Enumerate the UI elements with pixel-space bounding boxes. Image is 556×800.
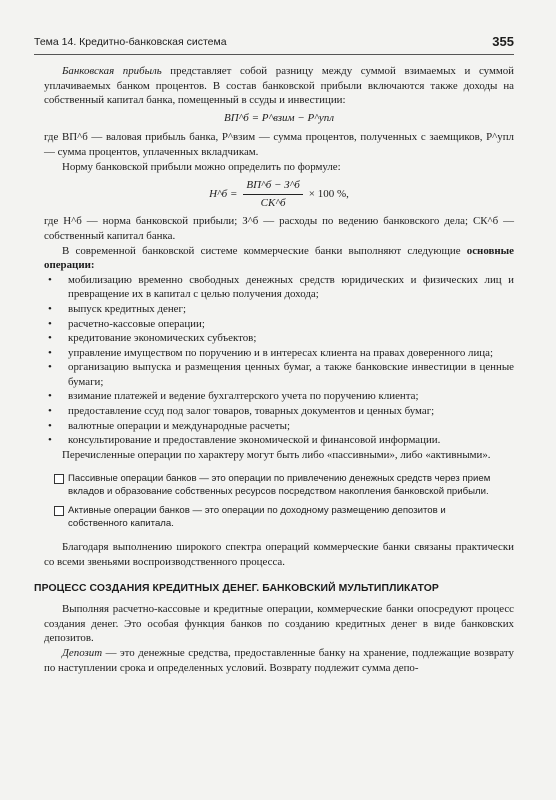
formula-profit-rate xyxy=(44,178,514,210)
bullet-icon: • xyxy=(48,434,52,447)
header-rule xyxy=(34,54,514,55)
checkbox-square-icon xyxy=(54,474,64,484)
paragraph-operations-spectrum: Благодаря выполнению широкого спектра операций коммерческие банки связаны практически со всеми звеньями воспроизводственного процесса. xyxy=(44,541,514,569)
term-deposit: Депозит xyxy=(62,647,103,659)
paragraph-credit-money: Выполняя расчетно-кассовые и кредитные операции, коммерческие банки опосредуют процесс создания денег. Это особая функция банков по созданию кредитных денег в виде банковских депозитов. xyxy=(44,603,514,645)
bullet-icon: • xyxy=(48,405,52,418)
list-item-text: кредитование экономических субъектов; xyxy=(68,332,257,345)
paragraph-rate-legend: где Н^б — норма банковской прибыли; З^б — расходы по ведению банковского дела; СК^б — собственный капитал банка. xyxy=(44,215,514,242)
list-item xyxy=(44,419,514,434)
definition-text: Пассивные операции банков — это операции по привлечению денежных средств через прием вкладов и образование собственных ресурсов посредством накопления банковской прибыли. xyxy=(68,473,491,498)
paragraph-deposit xyxy=(44,646,514,675)
list-item-text: валютные операции и международные расчеты; xyxy=(68,419,290,432)
definitions-block xyxy=(44,472,514,530)
list-item xyxy=(44,389,514,404)
section-heading: ПРОЦЕСС СОЗДАНИЯ КРЕДИТНЫХ ДЕНЕГ. БАНКОВСКИЙ МУЛЬТИПЛИКАТОР xyxy=(34,582,439,594)
list-item-text: организацию выпуска и размещения ценных бумаг, а также банковские инвестиции в ценные бумаги; xyxy=(68,361,514,388)
formula-text: ВП^б = P^взим − P^упл xyxy=(223,111,335,124)
formula-lhs: Н^б = xyxy=(209,187,238,200)
formula-numerator: ВП^б − З^б xyxy=(243,178,302,195)
bullet-icon: • xyxy=(48,273,52,286)
bullet-icon: • xyxy=(48,361,52,374)
checkbox-square-icon xyxy=(54,506,64,516)
list-item xyxy=(44,360,514,389)
definition-passive-operations xyxy=(44,472,514,498)
list-item xyxy=(44,331,514,346)
paragraph-text: — это денежные средства, предоставленные банку на хранение, подлежащие возврату по наступлении срока и определенных условий. Возврату подлежит сумма депо- xyxy=(44,647,514,674)
list-item-text: взимание платежей и ведение бухгалтерского учета по поручению клиента; xyxy=(68,390,419,403)
bold-main-operations: основные операции: xyxy=(44,244,514,272)
list-item xyxy=(44,302,514,317)
bullet-icon: • xyxy=(48,390,52,403)
bullet-icon: • xyxy=(48,346,52,359)
formula-rhs: × 100 %, xyxy=(308,187,349,200)
page-body xyxy=(34,64,514,675)
list-item xyxy=(44,433,514,448)
list-item-text: управление имуществом по поручению и в интересах клиента на правах доверенного лица; xyxy=(68,346,493,359)
list-item-text: расчетно-кассовые операции; xyxy=(68,317,205,330)
list-item-text: выпуск кредитных денег; xyxy=(68,302,186,315)
formula-denominator: СК^б xyxy=(260,196,286,209)
formula-fraction xyxy=(243,178,302,210)
paragraph-text: В современной банковской системе коммерческие банки выполняют следующие xyxy=(62,244,467,257)
paragraph-formula-legend: где ВП^б — валовая прибыль банка, P^взим — сумма процентов, полученных с заемщиков, P^упл — сумма процентов, уплаченных вкладчикам. xyxy=(44,131,514,158)
paragraph-profit-rate-intro: Норму банковской прибыли можно определить по формуле: xyxy=(62,160,341,173)
operations-list xyxy=(44,273,514,448)
definition-active-operations xyxy=(44,504,514,530)
list-item xyxy=(44,273,514,302)
list-item-text: мобилизацию временно свободных денежных средств юридических и физических лиц и превращение их в капитал с целью получения дохода; xyxy=(68,273,514,301)
page-number: 355 xyxy=(492,34,514,49)
list-item xyxy=(44,346,514,361)
term-bank-profit: Банковская прибыль xyxy=(62,65,162,77)
bullet-icon: • xyxy=(48,302,52,315)
definition-text: Активные операции банков — это операции по доходному размещению депозитов и собственного капитала. xyxy=(68,505,446,530)
running-header xyxy=(34,36,514,54)
formula-gross-profit xyxy=(44,111,514,126)
paragraph-operations-intro xyxy=(44,244,514,273)
list-item xyxy=(44,317,514,332)
paragraph-text: представляет собой разницу между суммой взимаемых и суммой уплачиваемых банком процентов. В состав банковской прибыли включаются также доходы на собственный капитал банка, помещенный в ссуды и инвестиции: xyxy=(44,65,514,107)
paragraph-bank-profit xyxy=(44,64,514,108)
paragraph-operations-types: Перечисленные операции по характеру могут быть либо «пассивными», либо «активными». xyxy=(62,448,491,461)
list-item-text: предоставление ссуд под залог товаров, товарных документов и ценных бумаг; xyxy=(68,405,435,418)
bullet-icon: • xyxy=(48,317,52,330)
list-item-text: консультирование и предоставление экономической и финансовой информации. xyxy=(68,434,441,447)
list-item xyxy=(44,404,514,419)
bullet-icon: • xyxy=(48,332,52,345)
bullet-icon: • xyxy=(48,419,52,432)
chapter-title: Тема 14. Кредитно-банковская система xyxy=(34,36,227,48)
